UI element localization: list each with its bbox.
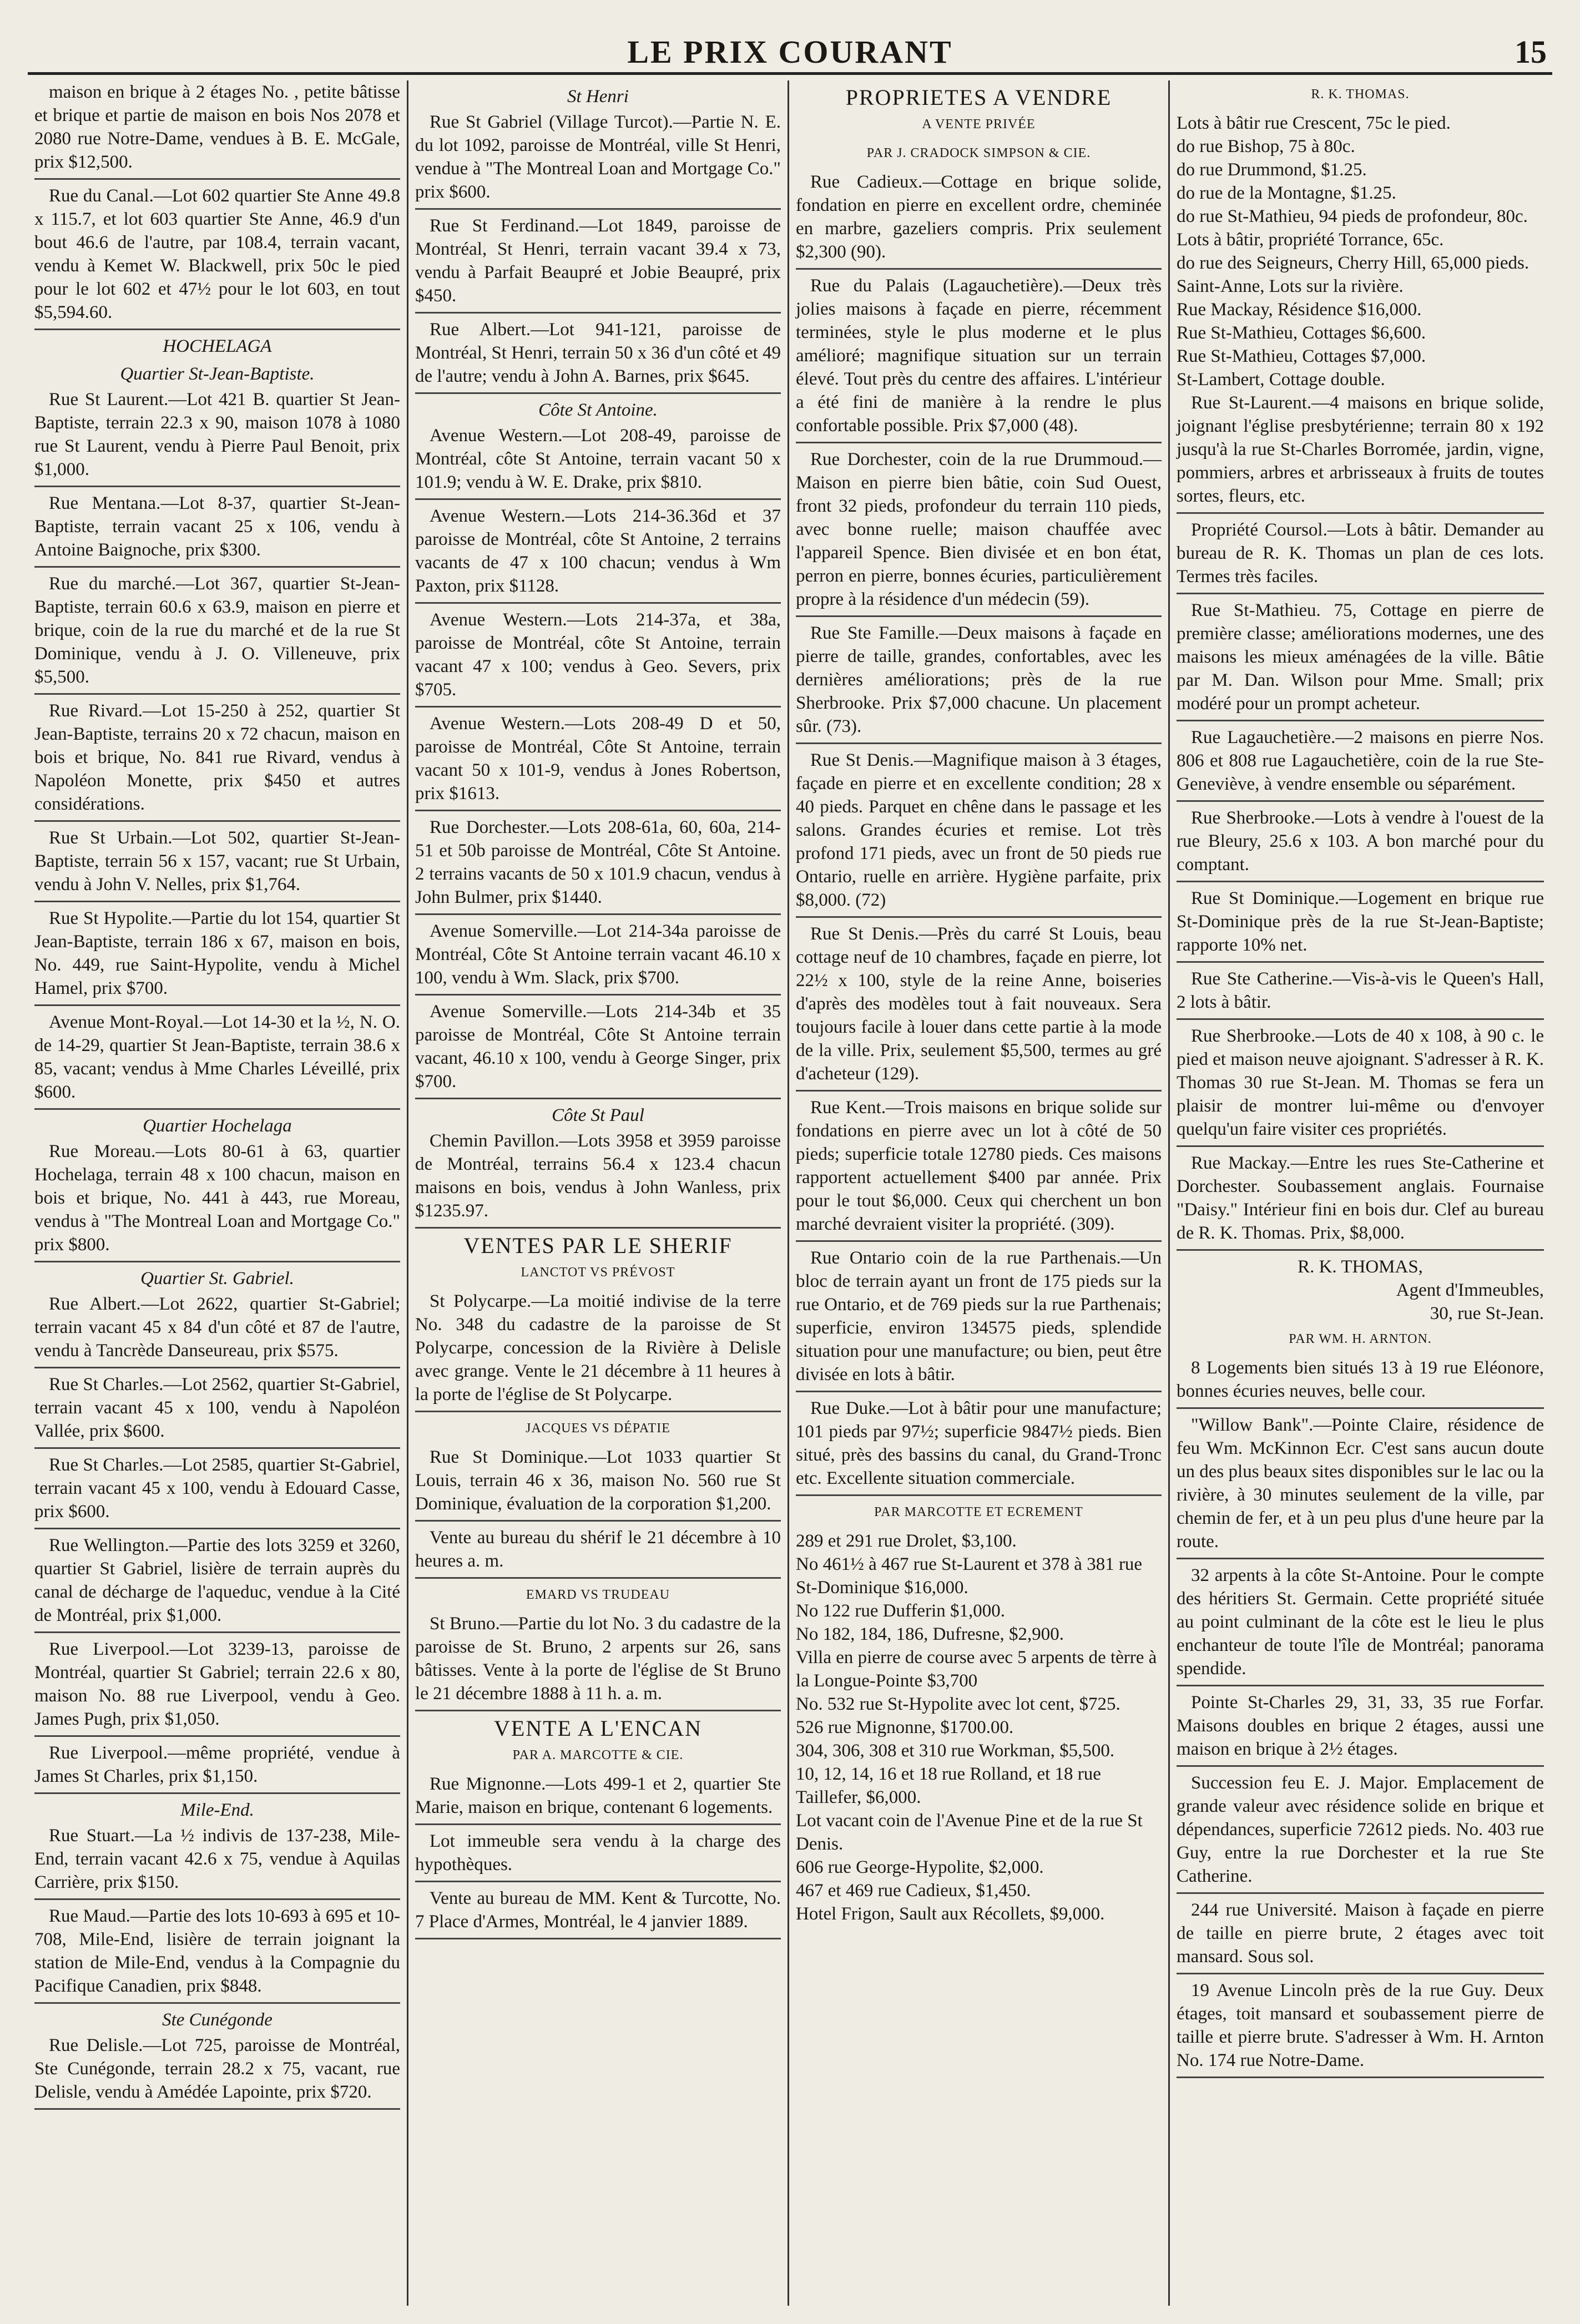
listing-line: do rue Drummond, $1.25.: [1177, 160, 1367, 180]
listing-entry: Rue Kent.—Trois maisons en brique solide sur fondations en pierre avec un lot à côté de 50 pieds; superficie totale 12780 pieds. Ces maisons rapportent actuellement $400 par année. Prix pour le tout $6,000. Ceux qui cherchent un bon marché devraient visiter la propriété. (309).: [796, 1096, 1162, 1242]
listing-line: do rue de la Montagne, $1.25.: [1177, 183, 1396, 203]
listing-entry: Avenue Somerville.—Lot 214-34a paroisse de Montréal, Côte St Antoine terrain vacant 46.10 x 100, vendu à Wm. Slack, prix $700.: [415, 920, 781, 996]
listing-entry: Rue Sherbrooke.—Lots à vendre à l'ouest de la rue Bleury, 25.6 x 103. A bon marché pour du comptant.: [1177, 806, 1544, 882]
listing-entry: Rue St Laurent.—Lot 421 B. quartier St Jean-Baptiste, terrain 22.3 x 90, maison 1078 à 1080 rue St Laurent, vendu à Pierre Paul Benoit, prix $1,000.: [34, 388, 400, 487]
section-subheading: HOCHELAGA: [163, 336, 272, 356]
listing-entry: Avenue Somerville.—Lots 214-34b et 35 paroisse de Montréal, Côte St Antoine terrain vacant, 46.10 x 100, vendu à George Singer, prix $700.: [415, 1000, 781, 1099]
listing-entry: Rue St Ferdinand.—Lot 1849, paroisse de Montréal, St Henri, terrain vacant 39.4 x 73, vendu à Parfait Beaupré et Jobie Beaupré, prix $450.: [415, 214, 781, 314]
listing-entry: Propriété Coursol.—Lots à bâtir. Demander au bureau de R. K. Thomas un plan de ces lots. Termes très faciles.: [1177, 518, 1544, 594]
listing-entry: Rue Ste Catherine.—Vis-à-vis le Queen's Hall, 2 lots à bâtir.: [1177, 967, 1544, 1020]
listing-entry: Rue St Charles.—Lot 2585, quartier St-Gabriel, terrain vacant 45 x 100, vendu à Edouard Casse, prix $600.: [34, 1453, 400, 1529]
listing-entry: Rue Ste Famille.—Deux maisons à façade en pierre de taille, grandes, confortables, avec les dernières améliorations; près de la rue Sherbrooke. Prix $7,000 chacune. Un placement sûr. (73).: [796, 622, 1162, 744]
masthead-title: LE PRIX COURANT: [627, 34, 953, 70]
listing-entry: Rue St Dominique.—Logement en brique rue St-Dominique près de la rue St-Jean-Baptiste; rapporte 10% net.: [1177, 887, 1544, 963]
listing-entry: Rue St-Laurent.—4 maisons en brique solide, joignant l'église presbytérienne; terrain 80 x 192 jusqu'à la rue St-Charles Borromée, jardin, vigne, pommiers, arbres et arbrisseaux à fruits de toutes sortes, fleurs, etc.: [1177, 391, 1544, 514]
section-caption: EMARD VS TRUDEAU: [526, 1588, 670, 1602]
section-subheading: Ste Cunégonde: [162, 2010, 272, 2030]
listing-line: 606 rue George-Hypolite, $2,000.: [796, 1857, 1044, 1877]
section-caption: PAR A. MARCOTTE & CIE.: [512, 1748, 684, 1762]
masthead: [28, 22, 1552, 75]
listing-entry: 19 Avenue Lincoln près de la rue Guy. Deux étages, toit mansard et soubassement pierre de taille et pierre brute. S'adresser à Wm. H. Arnton No. 174 rue Notre-Dame.: [1177, 1979, 1544, 2078]
signature-line: Agent d'Immeubles,: [1396, 1280, 1544, 1300]
listing-entry: Rue Albert.—Lot 2622, quartier St-Gabriel; terrain vacant 45 x 84 d'un côté et 87 de l'autre, vendu à Tancrède Danseureau, prix $575.: [34, 1292, 400, 1368]
listing-entry: St Bruno.—Partie du lot No. 3 du cadastre de la paroisse de St. Bruno, 2 arpents sur 26, sans bâtisses. Vente à la porte de l'église de St Bruno le 21 décembre 1888 à 11 h. a. m.: [415, 1612, 781, 1711]
listing-entry: Rue Ontario coin de la rue Parthenais.—Un bloc de terrain ayant un front de 175 pieds sur la rue Ontario, et de 769 pieds sur la rue Parthenais; superficie, environ 134575 pieds, splendide situation pour une manufacture; ou bien, peut être divisée en lots à bâtir.: [796, 1246, 1162, 1392]
listing-entry: Rue Stuart.—La ½ indivis de 137-238, Mile-End, terrain vacant 42.6 x 75, vendue à Aquilas Carrière, prix $150.: [34, 1824, 400, 1900]
section-caption: PAR J. CRADOCK SIMPSON & CIE.: [866, 146, 1091, 160]
section-heading: PROPRIETES A VENDRE: [845, 85, 1112, 110]
listing-entry: Rue St Hypolite.—Partie du lot 154, quartier St Jean-Baptiste, terrain 186 x 67, maison en bois, No. 449, rue Saint-Hypolite, vendu à Michel Hamel, prix $700.: [34, 907, 400, 1006]
listing-entry: Pointe St-Charles 29, 31, 33, 35 rue Forfar. Maisons doubles en brique 2 étages, aussi une maison en brique à 2½ étages.: [1177, 1691, 1544, 1767]
listing-line: 526 rue Mignonne, $1700.00.: [796, 1717, 1014, 1737]
listing-entry: Rue St-Mathieu. 75, Cottage en pierre de première classe; améliorations modernes, une des maisons les mieux aménagées de la ville. Bâtie par M. Dan. Wilson pour Mme. Small; prix modéré pour un prompt acheteur.: [1177, 599, 1544, 721]
columns: [28, 80, 1552, 2306]
section-subheading: Côte St Paul: [552, 1105, 644, 1125]
listing-entry: Rue St Urbain.—Lot 502, quartier St-Jean-Baptiste, terrain 56 x 157, vacant; rue St Urbain, vendu à John V. Nelles, prix $1,764.: [34, 826, 400, 902]
listing-entry: Avenue Western.—Lots 208-49 D et 50, paroisse de Montréal, Côte St Antoine, terrain vacant 50 x 101-9, vendus à Jones Robertson, prix $1613.: [415, 712, 781, 811]
listing-entry: Rue Delisle.—Lot 725, paroisse de Montréal, Ste Cunégonde, terrain 28.2 x 75, vacant, rue Delisle, vendu à Amédée Lapointe, prix $720.: [34, 2034, 400, 2110]
section-heading: VENTES PAR LE SHERIF: [463, 1233, 733, 1258]
listing-entry: "Willow Bank".—Pointe Claire, résidence de feu Wm. McKinnon Ecr. C'est sans aucun doute un des plus beaux sites disponibles sur le lac ou la rivière, à 30 minutes seulement de la ville, par chemin de fer, et à un peu plus d'une heure par la route.: [1177, 1413, 1544, 1559]
listing-entry: Avenue Western.—Lots 214-37a, et 38a, paroisse de Montréal, côte St Antoine, terrain vacant 47 x 100; vendus à Geo. Severs, prix $705.: [415, 608, 781, 708]
listing-entry: Rue du marché.—Lot 367, quartier St-Jean-Baptiste, terrain 60.6 x 63.9, maison en pierre et brique, coin de la rue du marché et de la rue St Dominique, vendu à J. O. Villeneuve, prix $5,500.: [34, 572, 400, 695]
listing-line: Lot vacant coin de l'Avenue Pine et de la rue St Denis.: [796, 1811, 1143, 1854]
listing-entry: Avenue Western.—Lots 214-36.36d et 37 paroisse de Montréal, côte St Antoine, 2 terrains vacants de 47 x 100 chacun; vendus à Wm Paxton, prix $1128.: [415, 504, 781, 604]
signature-name: R. K. THOMAS,: [1298, 1257, 1423, 1277]
column-4: [1170, 80, 1551, 2306]
section-caption: PAR WM. H. ARNTON.: [1289, 1332, 1432, 1346]
listing-entry: 32 arpents à la côte St-Antoine. Pour le compte des héritiers St. Germain. Cette propriété située au point culminant de la côte est le lieu le plus enchanteur de toute l'île de Montréal; panorama spendide.: [1177, 1564, 1544, 1686]
section-heading: VENTE A L'ENCAN: [494, 1716, 702, 1741]
listing-entry: Rue Wellington.—Partie des lots 3259 et 3260, quartier St Gabriel, lisière de terrain auprès du canal de décharge de l'aqueduc, vendue à la Cité de Montréal, prix $1,000.: [34, 1534, 400, 1633]
listing-entry: Rue St Gabriel (Village Turcot).—Partie N. E. du lot 1092, paroisse de Montréal, ville St Henri, vendue à "The Montreal Loan and Mortgage Co." prix $600.: [415, 110, 781, 210]
signature-line: 30, rue St-Jean.: [1430, 1304, 1544, 1323]
listing-entry: maison en brique à 2 étages No. , petite bâtisse et brique et partie de maison en bois Nos 2078 et 2080 rue Notre-Dame, vendues à B. E. McGale, prix $12,500.: [34, 80, 400, 180]
listing-line: St-Lambert, Cottage double.: [1177, 370, 1385, 390]
section-caption: LANCTOT VS PRÉVOST: [521, 1265, 675, 1280]
listing-line: Lots à bâtir, propriété Torrance, 65c.: [1177, 230, 1444, 250]
section-subheading: Mile-End.: [180, 1800, 254, 1820]
listing-line: Hotel Frigon, Sault aux Récollets, $9,000.: [796, 1904, 1105, 1924]
listing-entry: Rue Mignonne.—Lots 499-1 et 2, quartier Ste Marie, maison en brique, contenant 6 logements.: [415, 1772, 781, 1825]
listing-entry: Vente au bureau de MM. Kent & Turcotte, No. 7 Place d'Armes, Montréal, le 4 janvier 1889.: [415, 1887, 781, 1939]
page-number: 15: [1515, 34, 1547, 70]
section-subheading: Côte St Antoine.: [538, 400, 658, 420]
listing-entry: Rue Mentana.—Lot 8-37, quartier St-Jean-Baptiste, terrain vacant 25 x 106, vendu à Antoine Baignoche, prix $300.: [34, 492, 400, 568]
listing-line: Rue St-Mathieu, Cottages $6,600.: [1177, 323, 1426, 343]
listing-entry: Rue Liverpool.—Lot 3239-13, paroisse de Montréal, quartier St Gabriel; terrain 22.6 x 80, maison No. 88 rue Liverpool, vendu à Geo. James Pugh, prix $1,050.: [34, 1638, 400, 1737]
listing-line: do rue St-Mathieu, 94 pieds de profondeur, 80c.: [1177, 206, 1528, 226]
column-3: [789, 80, 1170, 2306]
listing-line: No 461½ à 467 rue St-Laurent et 378 à 381 rue St-Dominique $16,000.: [796, 1554, 1143, 1598]
listing-entry: Rue Liverpool.—même propriété, vendue à James St Charles, prix $1,150.: [34, 1741, 400, 1794]
listing-line: 10, 12, 14, 16 et 18 rue Rolland, et 18 rue Taillefer, $6,000.: [796, 1764, 1101, 1807]
listing-line: Saint-Anne, Lots sur la rivière.: [1177, 276, 1404, 296]
listing-line: No. 532 rue St-Hypolite avec lot cent, $725.: [796, 1694, 1120, 1714]
listing-entry: Rue Lagauchetière.—2 maisons en pierre Nos. 806 et 808 rue Lagauchetière, coin de la rue Ste-Geneviève, à vendre ensemble ou séparément.: [1177, 726, 1544, 802]
listing-line: do rue des Seigneurs, Cherry Hill, 65,000 pieds.: [1177, 253, 1529, 273]
listing-entry: Rue Duke.—Lot à bâtir pour une manufacture; 101 pieds par 97½; superficie 9847½ pieds. Bien situé, près des bassins du canal, du Grand-Tronc etc. Excellente situation commerciale.: [796, 1397, 1162, 1496]
listing-entry: Rue du Palais (Lagauchetière).—Deux très jolies maisons à façade en pierre, récemment terminées, style le plus moderne et le plus amélioré; magnifique situation sur un terrain élevé. Tout près du centre des affaires. L'intérieur a été fini de manière à la rendre le plus confortable possible. Prix $7,000 (48).: [796, 274, 1162, 443]
section-caption: R. K. THOMAS.: [1311, 87, 1410, 102]
column-1: [28, 80, 408, 2306]
listing-entry: Avenue Western.—Lot 208-49, paroisse de Montréal, côte St Antoine, terrain vacant 50 x 101.9; vendu à W. E. Drake, prix $810.: [415, 424, 781, 500]
listing-line: Villa en pierre de course avec 5 arpents de tèrre à la Longue-Pointe $3,700: [796, 1648, 1157, 1691]
listing-entry: Rue Maud.—Partie des lots 10-693 à 695 et 10-708, Mile-End, lisière de terrain joignant la station de Mile-End, vendus à la Compagnie du Pacifique Canadien, prix $848.: [34, 1904, 400, 2004]
listing-entry: Rue Rivard.—Lot 15-250 à 252, quartier St Jean-Baptiste, terrains 20 x 72 chacun, maison en bois et brique, No. 841 rue Rivard, vendus à Napoléon Monette, prix $450 et autres considérations.: [34, 699, 400, 822]
listing-entry: Rue Cadieux.—Cottage en brique solide, fondation en pierre en excellent ordre, cheminée en marbre, gazeliers compris. Prix seulement $2,300 (90).: [796, 170, 1162, 270]
listing-entry: 244 rue Université. Maison à façade en pierre de taille en pierre brute, 2 étages avec toit mansard. Sous sol.: [1177, 1898, 1544, 1974]
listing-entry: Rue Sherbrooke.—Lots de 40 x 108, à 90 c. le pied et maison neuve ajoignant. S'adresser à R. K. Thomas 30 rue St-Jean. M. Thomas se fera un plaisir de montrer lui-même ou d'envoyer quelqu'un faire visiter ces propriétés.: [1177, 1024, 1544, 1147]
listing-line: Rue St-Mathieu, Cottages $7,000.: [1177, 346, 1426, 366]
section-caption: A VENTE PRIVÉE: [922, 117, 1036, 132]
listing-entry: Rue Dorchester.—Lots 208-61a, 60, 60a, 214-51 et 50b paroisse de Montréal, Côte St Antoine. 2 terrains vacants de 50 x 101.9 chacun, vendus à John Bulmer, prix $1440.: [415, 816, 781, 915]
listing-entry: Lot immeuble sera vendu à la charge des hypothèques.: [415, 1830, 781, 1882]
listing-entry: Succession feu E. J. Major. Emplacement de grande valeur avec résidence solide en brique et dépendances, superficie 72612 pieds. No. 403 rue Guy, entre la rue Dorchester et la rue Ste Catherine.: [1177, 1771, 1544, 1894]
listing-entry: Rue St Charles.—Lot 2562, quartier St-Gabriel, terrain vacant 45 x 100, vendu à Napoléon Vallée, prix $600.: [34, 1373, 400, 1449]
listing-entry: Rue Albert.—Lot 941-121, paroisse de Montréal, St Henri, terrain 50 x 36 d'un côté et 49 de l'autre; vendu à John A. Barnes, prix $645.: [415, 318, 781, 394]
listing-entry: Rue St Dominique.—Lot 1033 quartier St Louis, terrain 46 x 36, maison No. 560 rue St Dominique, évaluation de la corporation $1,200.: [415, 1446, 781, 1522]
listing-line: No 182, 184, 186, Dufresne, $2,900.: [796, 1624, 1064, 1644]
listing-entry: Rue Dorchester, coin de la rue Drummoud.—Maison en pierre bien bâtie, coin Sud Ouest, front 32 pieds, profondeur du terrain 110 pieds, avec bonne ruelle; maison chauffée avec l'appareil Spence. Bien divisée et en bon état, perron en pierre, bonnes écuries, particulièrement propre à la résidence d'un médecin (59).: [796, 448, 1162, 617]
listing-entry: Vente au bureau du shérif le 21 décembre à 10 heures a. m.: [415, 1526, 781, 1579]
listing-line: 304, 306, 308 et 310 rue Workman, $5,500.: [796, 1741, 1115, 1761]
section-subheading: Quartier St. Gabriel.: [140, 1269, 294, 1289]
listing-entry: Chemin Pavillon.—Lots 3958 et 3959 paroisse de Montréal, terrains 56.4 x 123.4 chacun maisons en bois, vendus à John Wanless, prix $1235.97.: [415, 1129, 781, 1229]
section-caption: PAR MARCOTTE ET ECREMENT: [874, 1505, 1083, 1519]
listing-line: Rue Mackay, Résidence $16,000.: [1177, 300, 1422, 320]
listing-entry: Rue Moreau.—Lots 80-61 à 63, quartier Hochelaga, terrain 48 x 100 chacun, maison en bois et brique, No. 441 à 443, rue Moreau, vendus à "The Montreal Loan and Mortgage Co." prix $800.: [34, 1140, 400, 1262]
section-subheading: Quartier St-Jean-Baptiste.: [120, 364, 315, 384]
section-subheading: Quartier Hochelaga: [143, 1116, 292, 1136]
listing-entry: 8 Logements bien situés 13 à 19 rue Eléonore, bonnes écuries neuves, belle cour.: [1177, 1356, 1544, 1409]
listing-entry: Rue Mackay.—Entre les rues Ste-Catherine et Dorchester. Soubassement anglais. Fournaise "Daisy." Intérieur fini en bois dur. Clef au bureau de R. K. Thomas. Prix, $8,000.: [1177, 1151, 1544, 1251]
column-2: [408, 80, 789, 2306]
section-caption: JACQUES VS DÉPATIE: [526, 1421, 670, 1436]
listing-line: 289 et 291 rue Drolet, $3,100.: [796, 1531, 1017, 1551]
listing-entry: Rue St Denis.—Magnifique maison à 3 étages, façade en pierre et en excellente condition; 28 x 40 pieds. Parquet en chêne dans le passage et les salons. Grandes écuries et remise. Lot très profond 171 pieds, avec un front de 50 pieds rue Ontario, ruelle en arrière. Hygiène parfaite, prix $8,000. (72): [796, 749, 1162, 918]
listing-line: do rue Bishop, 75 à 80c.: [1177, 137, 1355, 156]
section-subheading: St Henri: [567, 87, 629, 107]
listing-line: No 122 rue Dufferin $1,000.: [796, 1601, 1005, 1621]
listing-entry: Avenue Mont-Royal.—Lot 14-30 et la ½, N. O. de 14-29, quartier St Jean-Baptiste, terrain 38.6 x 85, vacant; vendus à Mme Charles Léveillé, prix $600.: [34, 1011, 400, 1110]
listing-line: 467 et 469 rue Cadieux, $1,450.: [796, 1881, 1031, 1901]
listing-entry: St Polycarpe.—La moitié indivise de la terre No. 348 du cadastre de la paroisse de St Polycarpe, concession de la Rivière à Delisle avec grange. Vente le 21 décembre à 11 heures à la porte de l'église de St Polycarpe.: [415, 1290, 781, 1412]
listing-entry: Rue St Denis.—Près du carré St Louis, beau cottage neuf de 10 chambres, façade en pierre, lot 22½ x 100, style de la reine Anne, boiseries d'après des modèles tout à fait nouveaux. Sera toujours facile à louer dans cette partie à la mode de la ville. Prix, seulement $5,500, termes au gré d'acheteur (129).: [796, 922, 1162, 1092]
listing-entry: Rue du Canal.—Lot 602 quartier Ste Anne 49.8 x 115.7, et lot 603 quartier Ste Anne, 46.9 d'un bout 46.6 de l'autre, par 108.4, terrain vacant, vendu à Kemet W. Blackwell, prix 50c le pied pour le lot 602 et 47½ pour le lot 603, en tout $5,594.60.: [34, 184, 400, 330]
listing-line: Lots à bâtir rue Crescent, 75c le pied.: [1177, 113, 1451, 133]
